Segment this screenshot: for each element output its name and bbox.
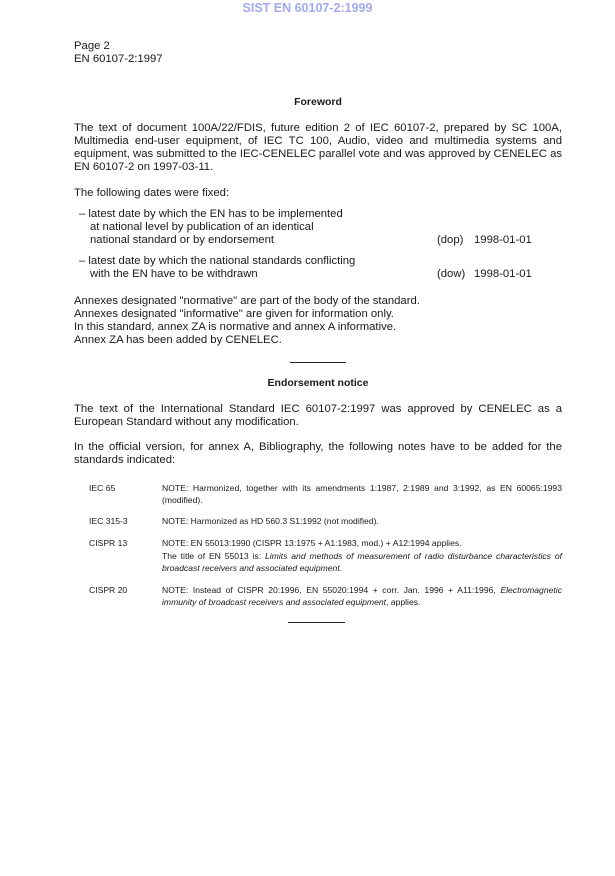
note-text: NOTE: Harmonized as HD 560.3 S1:1992 (not modified). (162, 516, 379, 526)
page-number: Page 2 (74, 40, 110, 52)
note-text (162, 584, 562, 608)
note-title: Limits and methods of measurement of radio disturbance characteristics of broadcast receivers and associated equipment (162, 551, 562, 573)
date-value: 1998-01-01 (474, 268, 532, 280)
dates-intro: The following dates were fixed: (74, 187, 230, 199)
annex-line: Annexes designated "normative" are part of the body of the standard. (74, 295, 420, 307)
note-standard: IEC 315-3 (89, 516, 128, 526)
date-line: – latest date by which the national standards conflicting (79, 255, 356, 267)
note-text: NOTE: EN 55013:1990 (CISPR 13:1975 + A1:1983, mod.) + A12:1994 applies. (162, 538, 462, 548)
date-line: national standard or by endorsement (90, 234, 275, 246)
note-title-prefix: The title of EN 55013 is: (162, 551, 265, 561)
date-line: with the EN have to be withdrawn (90, 268, 258, 280)
foreword-paragraph: The text of document 100A/22/FDIS, future edition 2 of IEC 60107-2, prepared by SC 100A, Multimedia end-user equipment, of IEC TC 100, Audio, video and multimedia systems and equipment, was submitted to the IEC-CENELEC parallel vote and was approved by CENELEC as EN 60107-2 on 1997-03-11. (74, 122, 562, 173)
annex-line: In this standard, annex ZA is normative and annex A informative. (74, 321, 397, 333)
date-code: (dop) (437, 234, 464, 246)
endorsement-paragraph: The text of the International Standard IEC 60107-2:1997 was approved by CENELEC as a European Standard without any modification. (74, 403, 562, 428)
date-line: at national level by publication of an identical (90, 221, 314, 233)
date-line: – latest date by which the EN has to be implemented (79, 208, 343, 220)
date-code: (dow) (437, 268, 466, 280)
note-standard: CISPR 20 (89, 585, 128, 595)
section-divider (290, 362, 346, 363)
annex-line: Annex ZA has been added by CENELEC. (74, 334, 282, 346)
watermark: SIST EN 60107-2:1999 (242, 1, 373, 15)
note-title: Electromagnetic immunity of broadcast receivers and associated equipment (162, 585, 562, 607)
section-divider (288, 622, 345, 623)
document-id: EN 60107-2:1997 (74, 53, 163, 65)
note-end: . (339, 563, 343, 573)
note-standard: CISPR 13 (89, 538, 128, 548)
note-body: NOTE: Instead of CISPR 20:1996, EN 55020:1994 + corr. Jan. 1996 + A11:1996, (162, 585, 501, 595)
endorsement-heading: Endorsement notice (267, 377, 369, 389)
note-text: NOTE: Harmonized, together with its amendments 1:1987, 2:1989 and 3:1992, as EN 60065:1993 (modified). (162, 483, 562, 505)
note-text (162, 550, 562, 574)
endorsement-paragraph: In the official version, for annex A, Bibliography, the following notes have to be added for the standards indicated: (74, 441, 562, 466)
date-value: 1998-01-01 (474, 234, 532, 246)
annex-line: Annexes designated "informative" are given for information only. (74, 308, 394, 320)
note-standard: IEC 65 (89, 483, 116, 493)
foreword-heading: Foreword (294, 96, 342, 108)
note-end: , applies. (386, 597, 421, 607)
